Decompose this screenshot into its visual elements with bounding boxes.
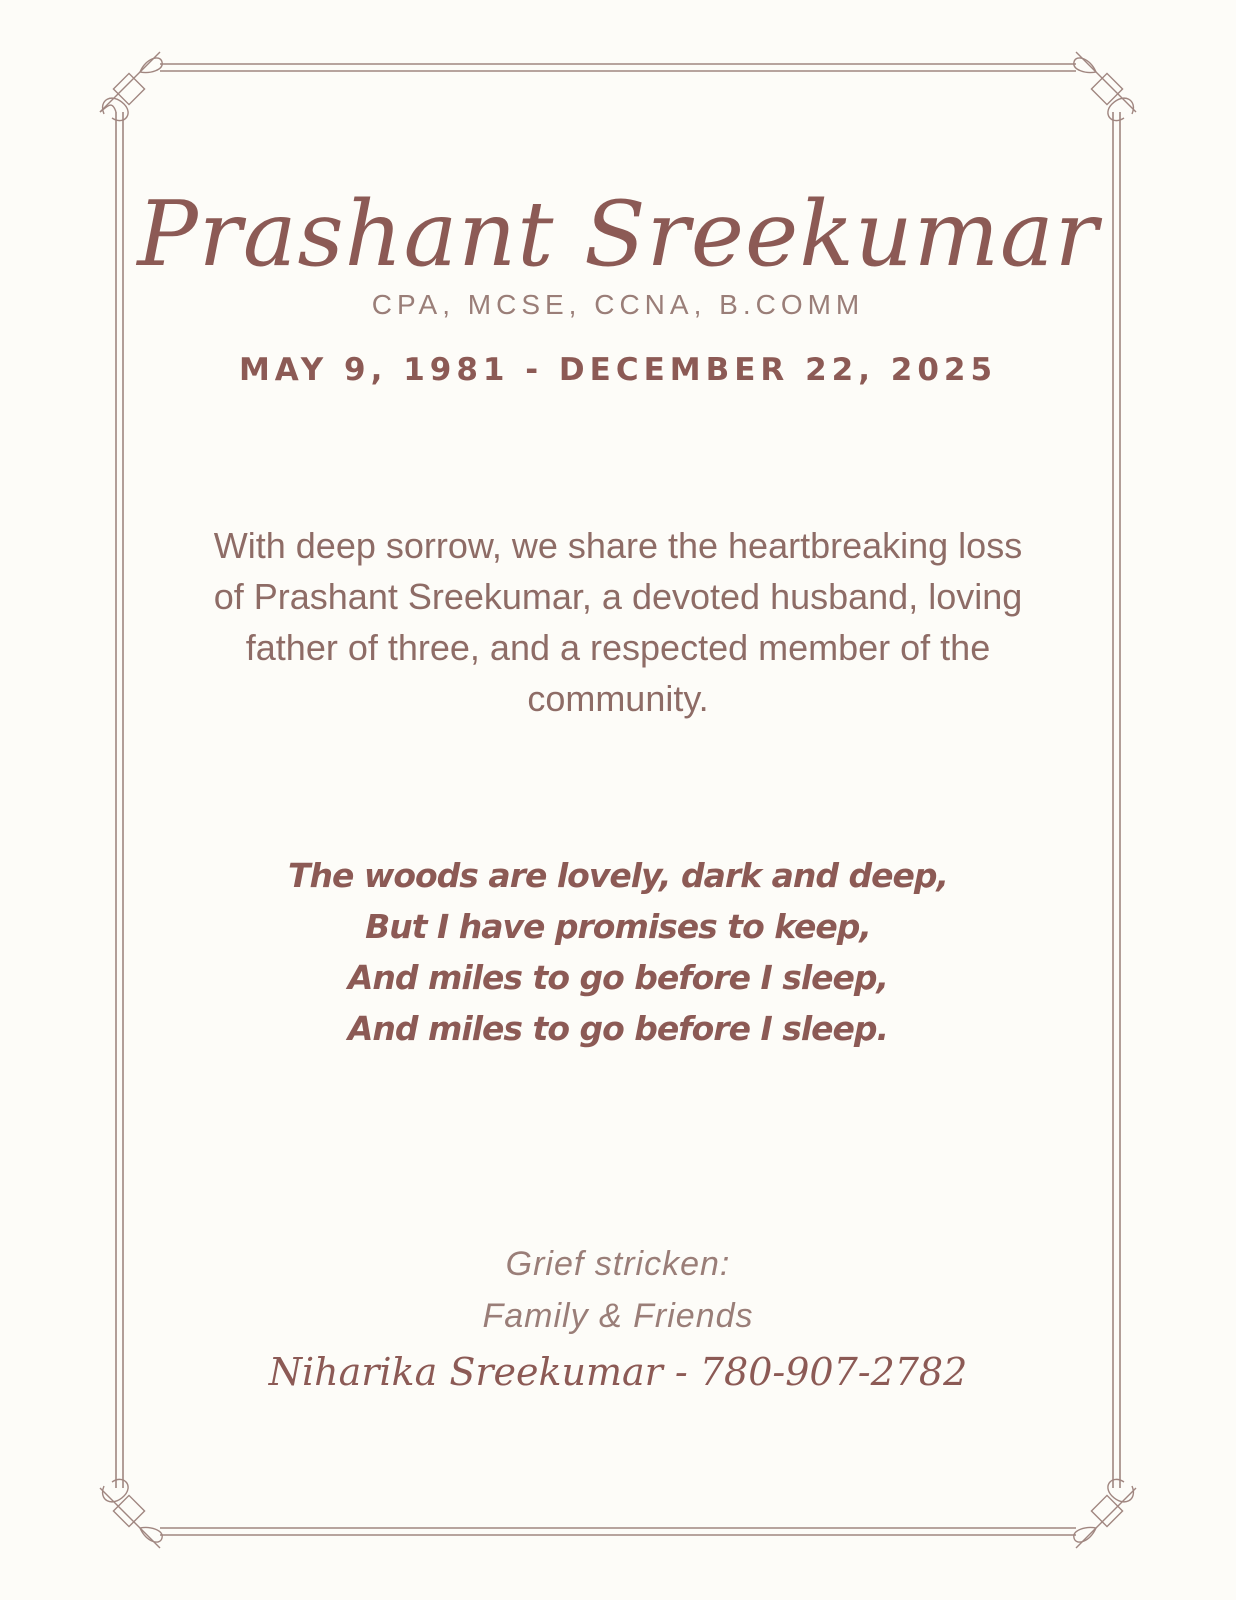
corner-ornament-top-right <box>1074 52 1136 121</box>
contact-line: Niharika Sreekumar - 780-907-2782 <box>268 1350 968 1394</box>
signoff <box>0 1238 1236 1342</box>
credentials: CPA, MCSE, CCNA, B.COMM <box>371 289 865 320</box>
corner-ornament-bottom-left <box>100 1479 162 1548</box>
corner-ornament-bottom-right <box>1074 1479 1136 1548</box>
signoff-label: Grief stricken: <box>505 1245 731 1283</box>
life-dates: MAY 9, 1981 - DECEMBER 22, 2025 <box>238 352 998 388</box>
poem-line: But I have promises to keep, <box>365 907 871 946</box>
poem-line: And miles to go before I sleep, <box>347 958 889 997</box>
poem-line: And miles to go before I sleep. <box>347 1009 889 1048</box>
deceased-name: Prashant Sreekumar <box>137 182 1099 287</box>
poem-line: The woods are lovely, dark and deep, <box>287 856 949 895</box>
signoff-from: Family & Friends <box>482 1297 754 1335</box>
poem <box>0 850 1236 1054</box>
corner-ornament-top-left <box>100 52 162 121</box>
obituary-message: With deep sorrow, we share the heartbreaking loss of Prashant Sreekumar, a devoted husband, loving father of three, and a respected member of the community. <box>213 525 1023 719</box>
